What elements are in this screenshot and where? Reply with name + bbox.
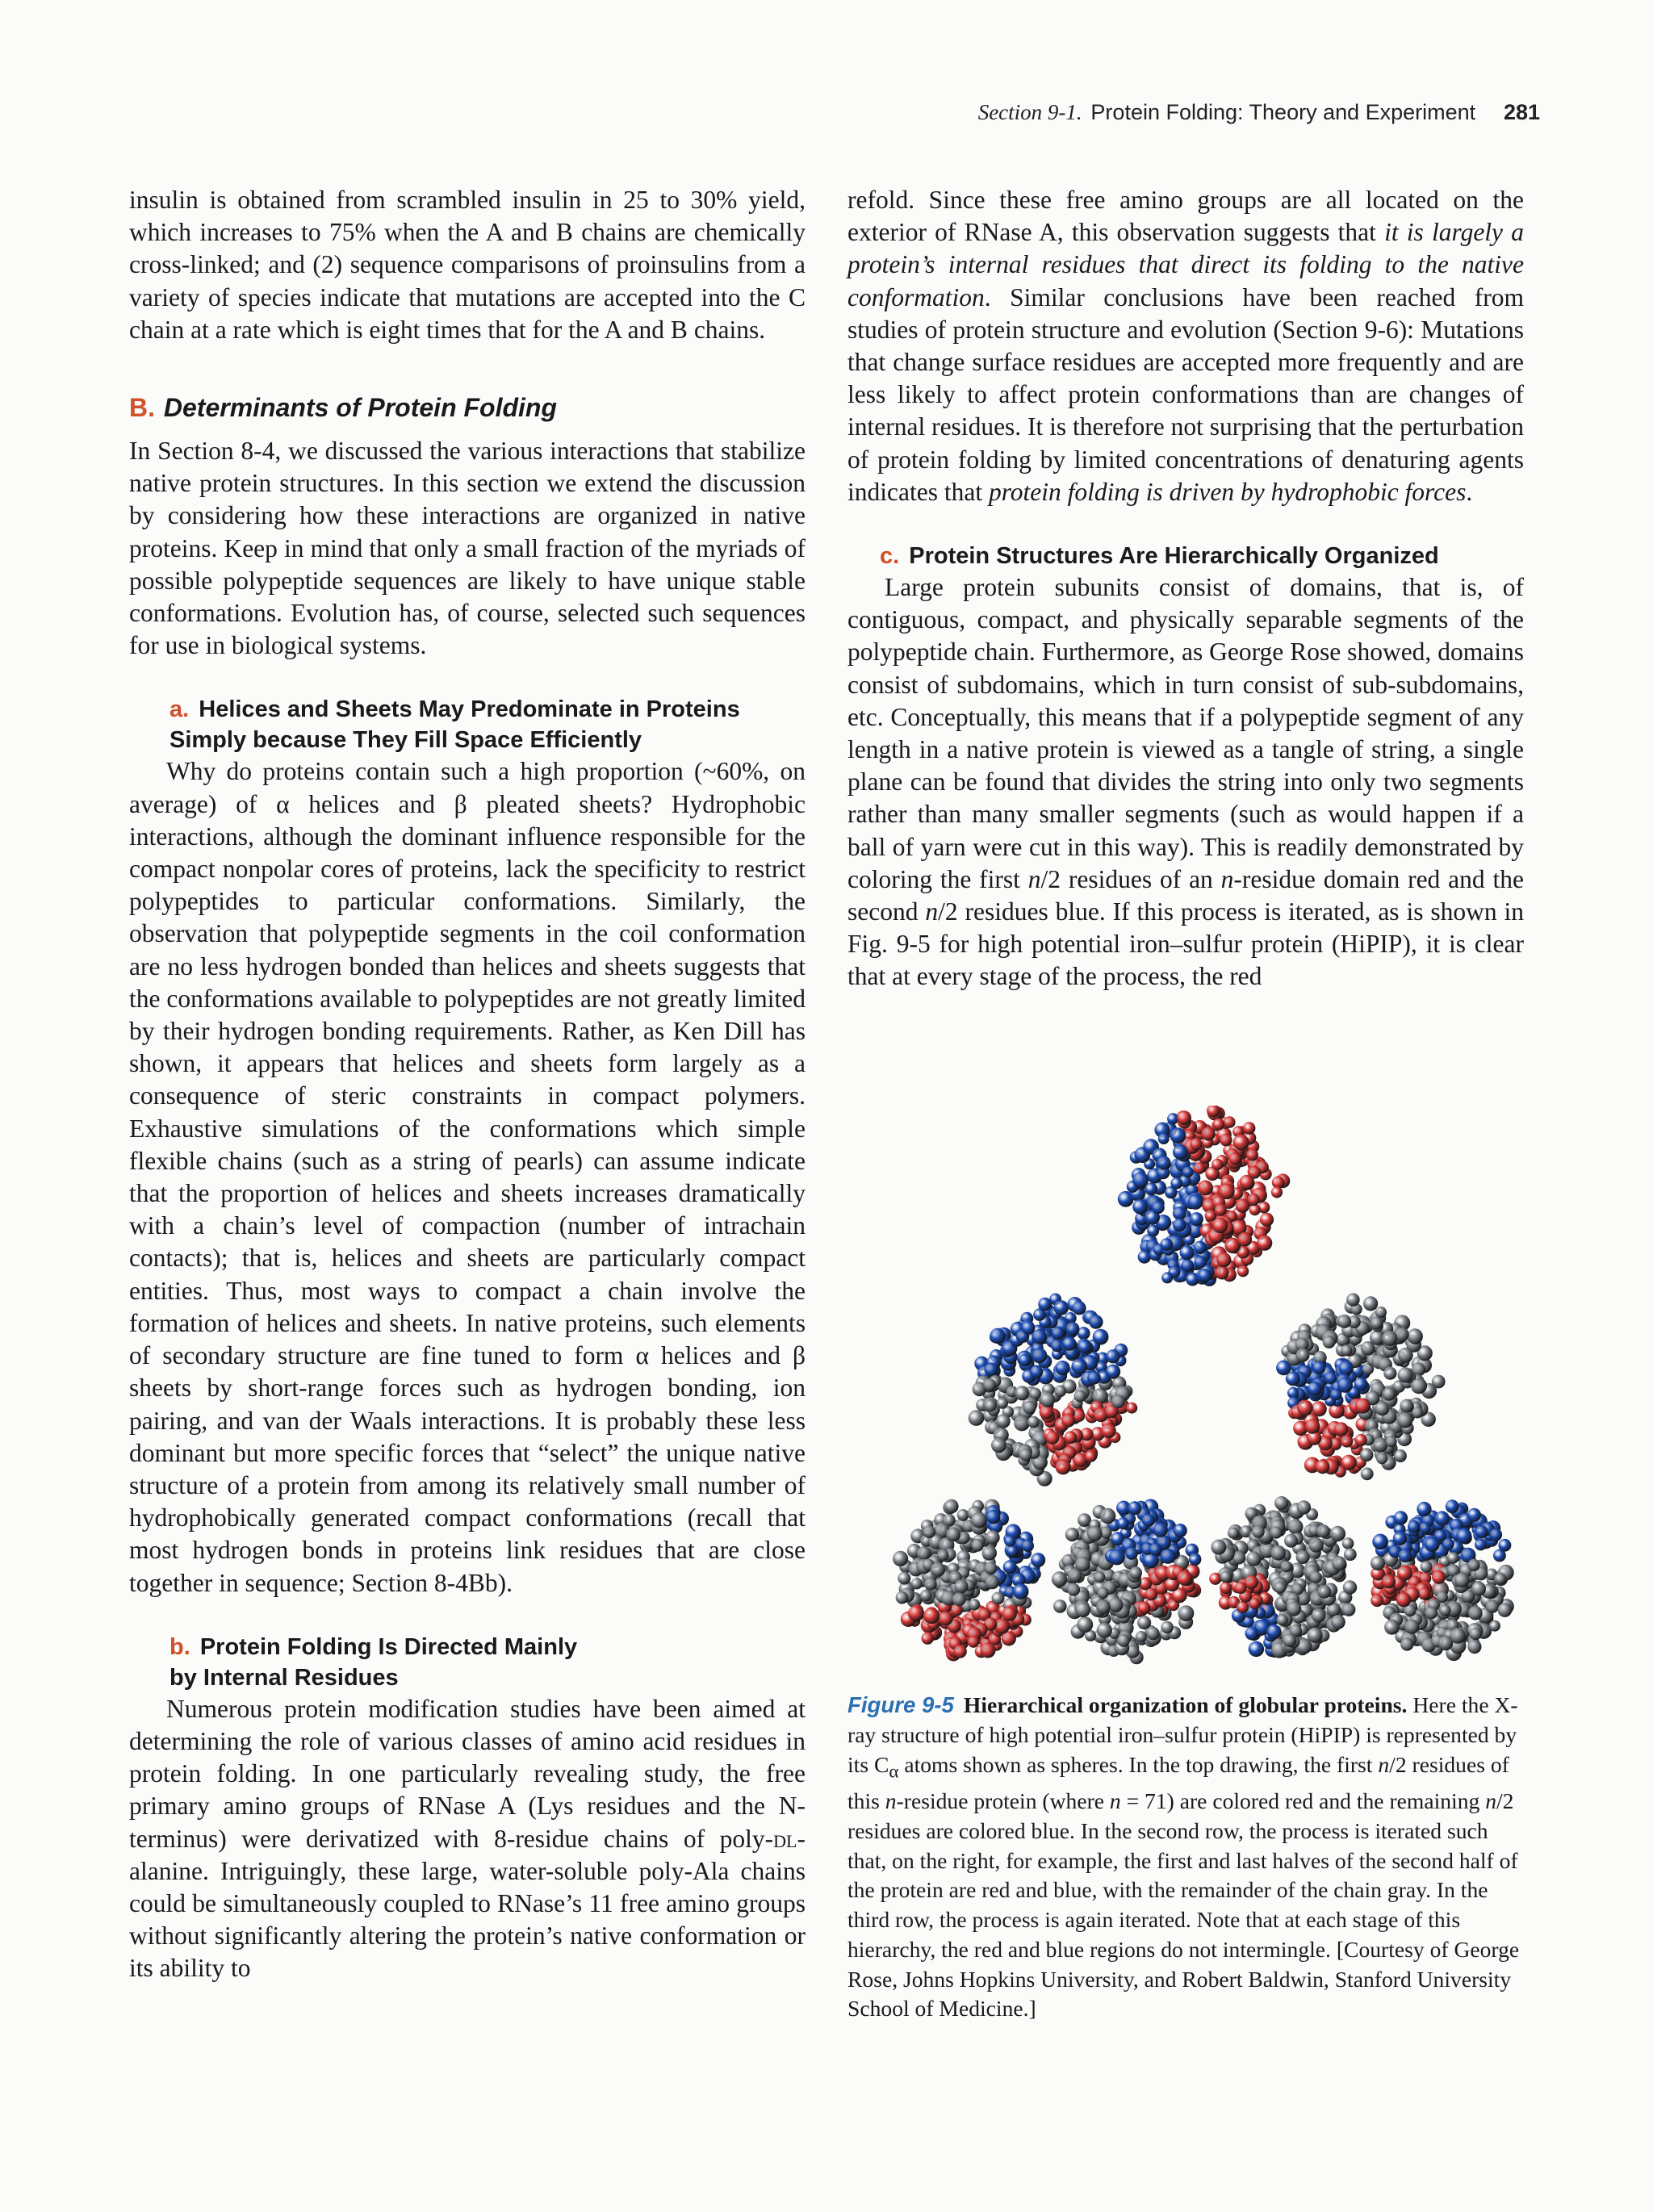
protein-row2-right: [1276, 1293, 1445, 1480]
subsection-c-text-4: /2 residues blue. If this process is iterated, as is shown in Fig. 9-5 for high potential iron–sulfur protein (HiPIP), it is clear that at every stage of the process, the red: [847, 897, 1524, 991]
caption-text-3: /2 residues of this: [847, 1751, 1509, 1813]
protein-row3-1: [893, 1499, 1045, 1662]
var-n: n: [1220, 864, 1234, 893]
subsection-b-title-line2: by Internal Residues: [169, 1664, 399, 1691]
subsection-c-paragraph: [847, 571, 1524, 993]
var-n: n: [1485, 1788, 1497, 1813]
right-column: [847, 184, 1524, 993]
subsection-b-heading: [129, 1632, 806, 1693]
section-b-label: B.: [129, 393, 155, 423]
subsection-b-label: b.: [169, 1633, 190, 1660]
var-n: n: [1378, 1751, 1390, 1777]
caption-text-4: -residue protein (where: [896, 1788, 1110, 1813]
protein-top: [1118, 1106, 1291, 1286]
subsection-a-label: a.: [169, 696, 190, 723]
subsection-a-title-line2: Simply because They Fill Space Efficiently: [169, 727, 642, 754]
left-column: [129, 184, 806, 1985]
subsection-c-label: c.: [880, 543, 900, 570]
running-header: [807, 100, 1540, 125]
subsection-b-paragraph: [129, 1693, 806, 1985]
protein-row3-4: [1371, 1499, 1514, 1661]
subsection-c-heading: [847, 541, 1524, 571]
subsection-b-text-1: Numerous protein modification studies have been aimed at determining the role of various classes of amino acid residues in protein folding. In one particularly revealing study, the free primary amino groups of RNase A (Lys residues and the N-terminus) were derivatized with 8-residue chains of poly-: [129, 1694, 806, 1853]
subsection-c-text-3: -residue domain red and the second: [847, 864, 1524, 926]
subsection-c-text-2: /2 residues of an: [1040, 864, 1221, 893]
caption-text-6: /2 residues are colored blue. In the second row, the process is iterated such that, on the right, for example, the first and last halves of the second half of the protein are red and blue, with the remainder of the chain gray. In the third row, the process is again iterated. Note that at each stage of this hierarchy, the red and blue regions do not intermingle. [Courtesy of George Rose, Johns Hopkins University, and Robert Baldwin, Stanford University School of Medicine.]: [847, 1788, 1520, 2022]
subsection-c-text-1: Large protein subunits consist of domains, that is, of contiguous, compact, and physically separable segments of the polypeptide chain. Furthermore, as George Rose showed, domains consist of subdomains, which in turn consist of sub-subdomains, etc. Conceptually, this means that if a polypeptide segment of any length in a native protein is viewed as a tangle of string, a single plane can be found that divides the string into only two segments rather than many smaller segments (such as would happen if a ball of yarn were cut in this way). This is readily demonstrated by coloring the first: [847, 573, 1524, 893]
var-n: n: [885, 1788, 897, 1813]
intro-paragraph: insulin is obtained from scrambled insulin in 25 to 30% yield, which increases to 75% when the A and B chains are chemically cross-linked; and (2) sequence comparisons of proinsulins from a variety of species indicate that mutations are accepted into the C chain at a rate which is eight times that for the A and B chains.: [129, 186, 806, 344]
var-n: n: [1027, 864, 1041, 893]
caption-text-1: Here the X-ray structure of high potential iron–sulfur protein (HiPIP) is represented by its C: [847, 1692, 1518, 1777]
section-b-paragraph: In Section 8-4, we discussed the various interactions that stabilize native protein structures. In this section we extend the discussion by considering how these interactions are organized in native proteins. Keep in mind that only a small fraction of the myriads of possible polypeptide sequences are likely to have unique stable conformations. Evolution has, of course, selected such sequences for use in biological systems.: [129, 437, 806, 660]
protein-row3-2: [1052, 1499, 1202, 1665]
figure-9-5-illustration: [847, 1106, 1524, 1687]
protein-hierarchy-image: [847, 1106, 1524, 1687]
section-title: Protein Folding: Theory and Experiment: [1090, 100, 1476, 124]
continued-emphasis-2: protein folding is driven by hydrophobic forces: [988, 477, 1467, 506]
figure-label: Figure 9-5: [847, 1692, 954, 1717]
figure-title: Hierarchical organization of globular proteins.: [963, 1692, 1408, 1717]
continued-text-3: .: [1466, 477, 1473, 506]
subsection-a-heading: [129, 694, 806, 755]
subsection-b-text-2: -alanine. Intriguingly, these large, water-soluble poly-Ala chains could be simultaneously coupled to RNase’s 11 free amino groups without significantly altering the protein’s native conformation or its ability to: [129, 1824, 806, 1983]
continued-text-1: refold. Since these free amino groups are all located on the exterior of RNase A, this observation suggests that: [847, 186, 1524, 247]
subsection-b-smallcaps: dl: [773, 1824, 797, 1853]
var-n: n: [1109, 1788, 1121, 1813]
section-number: Section 9-1.: [977, 100, 1082, 124]
caption-text-5: = 71) are colored red and the remaining: [1120, 1788, 1486, 1813]
figure-caption: [847, 1691, 1524, 2024]
subsection-a-paragraph: Why do proteins contain such a high proportion (~60%, on average) of α helices and β pleated sheets? Hydrophobic interactions, although the dominant influence responsible for the compact nonpolar cores of proteins, lack the specificity to restrict polypeptides to particular conformations. Similarly, the observation that polypeptide segments in the coil conformation are no less hydrogen bonded than helices and sheets suggests that the conformations available to polypeptides are not greatly limited by their hydrogen bonding requirements. Rather, as Ken Dill has shown, it appears that helices and sheets form largely as a consequence of steric constraints in compact polymers. Exhaustive simulations of the conformations which simple flexible chains (such as a string of pearls) can assume indicate that the proportion of helices and sheets increases dramatically with a chain’s level of compaction (number of intrachain contacts); that is, helices and sheets are particularly compact entities. Thus, most ways to compact a chain involve the formation of helices and sheets. In native proteins, such elements of secondary structure are fine tuned to form α helices and β sheets by short-range forces such as hydrogen bonding, ion pairing, and van der Waals interactions. It is probably these less dominant but more specific forces that “select” the unique native structure of a protein from among its relatively small number of hydrophobically generated compact conformations (recall that most hydrogen bonds in proteins link residues that are close together in sequence; Section 8-4Bb).: [129, 757, 806, 1597]
subsection-c-title: Protein Structures Are Hierarchically Organized: [909, 543, 1439, 570]
section-b-heading: [129, 391, 806, 424]
protein-row2-left: [969, 1294, 1138, 1487]
page-number: 281: [1503, 100, 1540, 124]
var-n: n: [925, 897, 939, 926]
subsection-a-title-line1: Helices and Sheets May Predominate in Proteins: [199, 696, 740, 723]
section-b-title: Determinants of Protein Folding: [163, 393, 558, 423]
continued-paragraph: [847, 184, 1524, 508]
caption-subscript-alpha: α: [889, 1761, 899, 1782]
subsection-b-title-line1: Protein Folding Is Directed Mainly: [199, 1633, 578, 1660]
protein-row3-3: [1209, 1496, 1357, 1658]
caption-text-2: atoms shown as spheres. In the top drawing, the first: [898, 1751, 1379, 1777]
continued-emphasis-1: it is largely a protein’s internal residues that direct its folding to the native conformation: [847, 218, 1524, 312]
continued-text-2: . Similar conclusions have been reached from studies of protein structure and evolution (Section 9-6): Mutations that change surface residues are accepted more frequently and are less likely to affect protein conformations than are changes of internal residues. It is therefore not surprising that the perturbation of protein folding by limited concentrations of denaturing agents indicates that: [847, 282, 1525, 506]
